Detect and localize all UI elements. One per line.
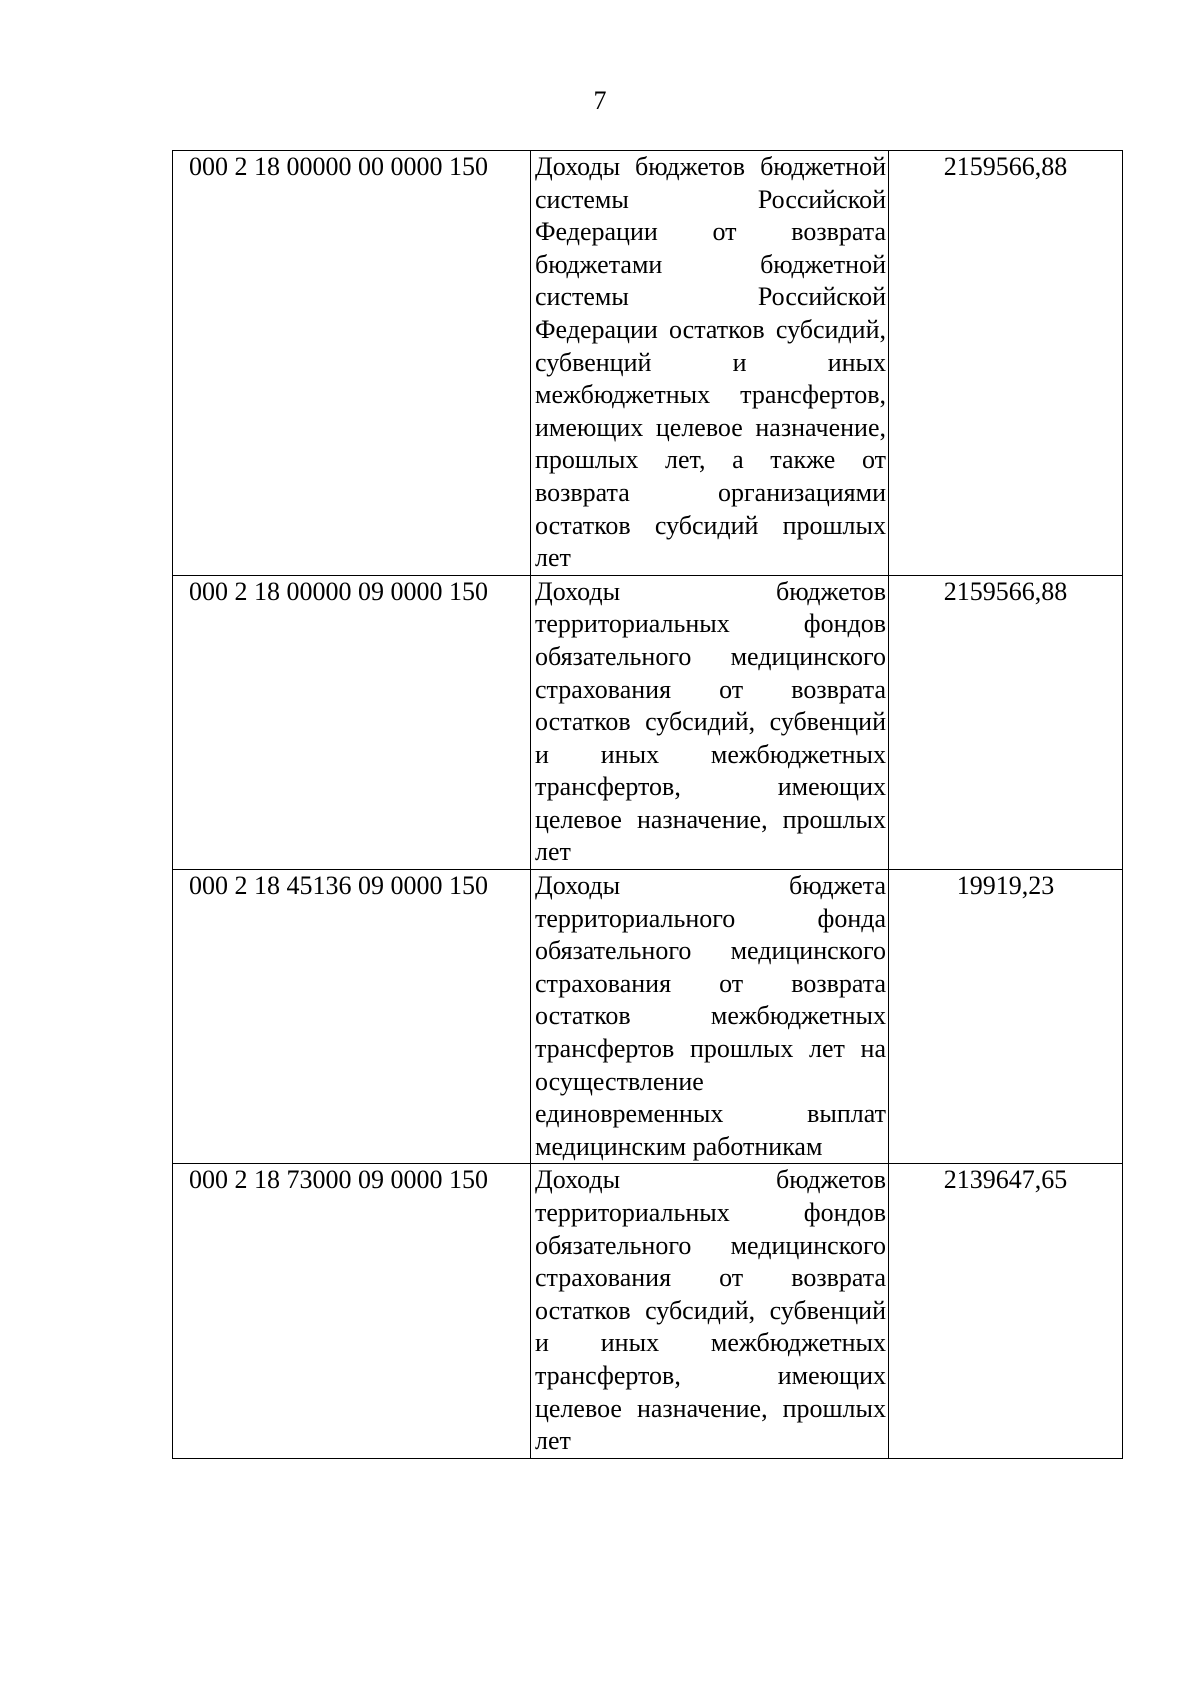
revenue-amount: 2139647,65	[889, 1164, 1123, 1458]
revenue-amount: 2159566,88	[889, 151, 1123, 576]
revenue-description: Доходы бюджетов территориальных фондов обязательного медицинского страхования от возврата остатков субсидий, субвенций и иных межбюджетных трансфертов, имеющих целевое назначение, прошлых лет	[531, 1164, 889, 1458]
revenue-description: Доходы бюджетов бюджетной системы Российской Федерации от возврата бюджетами бюджетной системы Российской Федерации остатков субсидий, субвенций и иных межбюджетных трансфертов, имеющих целевое назначение, прошлых лет, а также от возврата организациями остатков субсидий прошлых лет	[531, 151, 889, 576]
revenue-amount: 2159566,88	[889, 575, 1123, 869]
budget-classification-code: 000 2 18 45136 09 0000 150	[173, 870, 531, 1164]
revenue-amount: 19919,23	[889, 870, 1123, 1164]
table-row	[173, 1164, 1123, 1458]
budget-classification-code: 000 2 18 00000 09 0000 150	[173, 575, 531, 869]
page-number: 7	[593, 86, 607, 115]
revenue-description: Доходы бюджетов территориальных фондов обязательного медицинского страхования от возврата остатков субсидий, субвенций и иных межбюджетных трансфертов, имеющих целевое назначение, прошлых лет	[531, 575, 889, 869]
table-row	[173, 870, 1123, 1164]
budget-classification-code: 000 2 18 00000 00 0000 150	[173, 151, 531, 576]
budget-revenue-table	[172, 150, 1123, 1459]
table-row	[173, 575, 1123, 869]
budget-classification-code: 000 2 18 73000 09 0000 150	[173, 1164, 531, 1458]
table-row	[173, 151, 1123, 576]
revenue-description: Доходы бюджета территориального фонда обязательного медицинского страхования от возврата остатков межбюджетных трансфертов прошлых лет на осуществление единовременных выплат медицинским работникам	[531, 870, 889, 1164]
